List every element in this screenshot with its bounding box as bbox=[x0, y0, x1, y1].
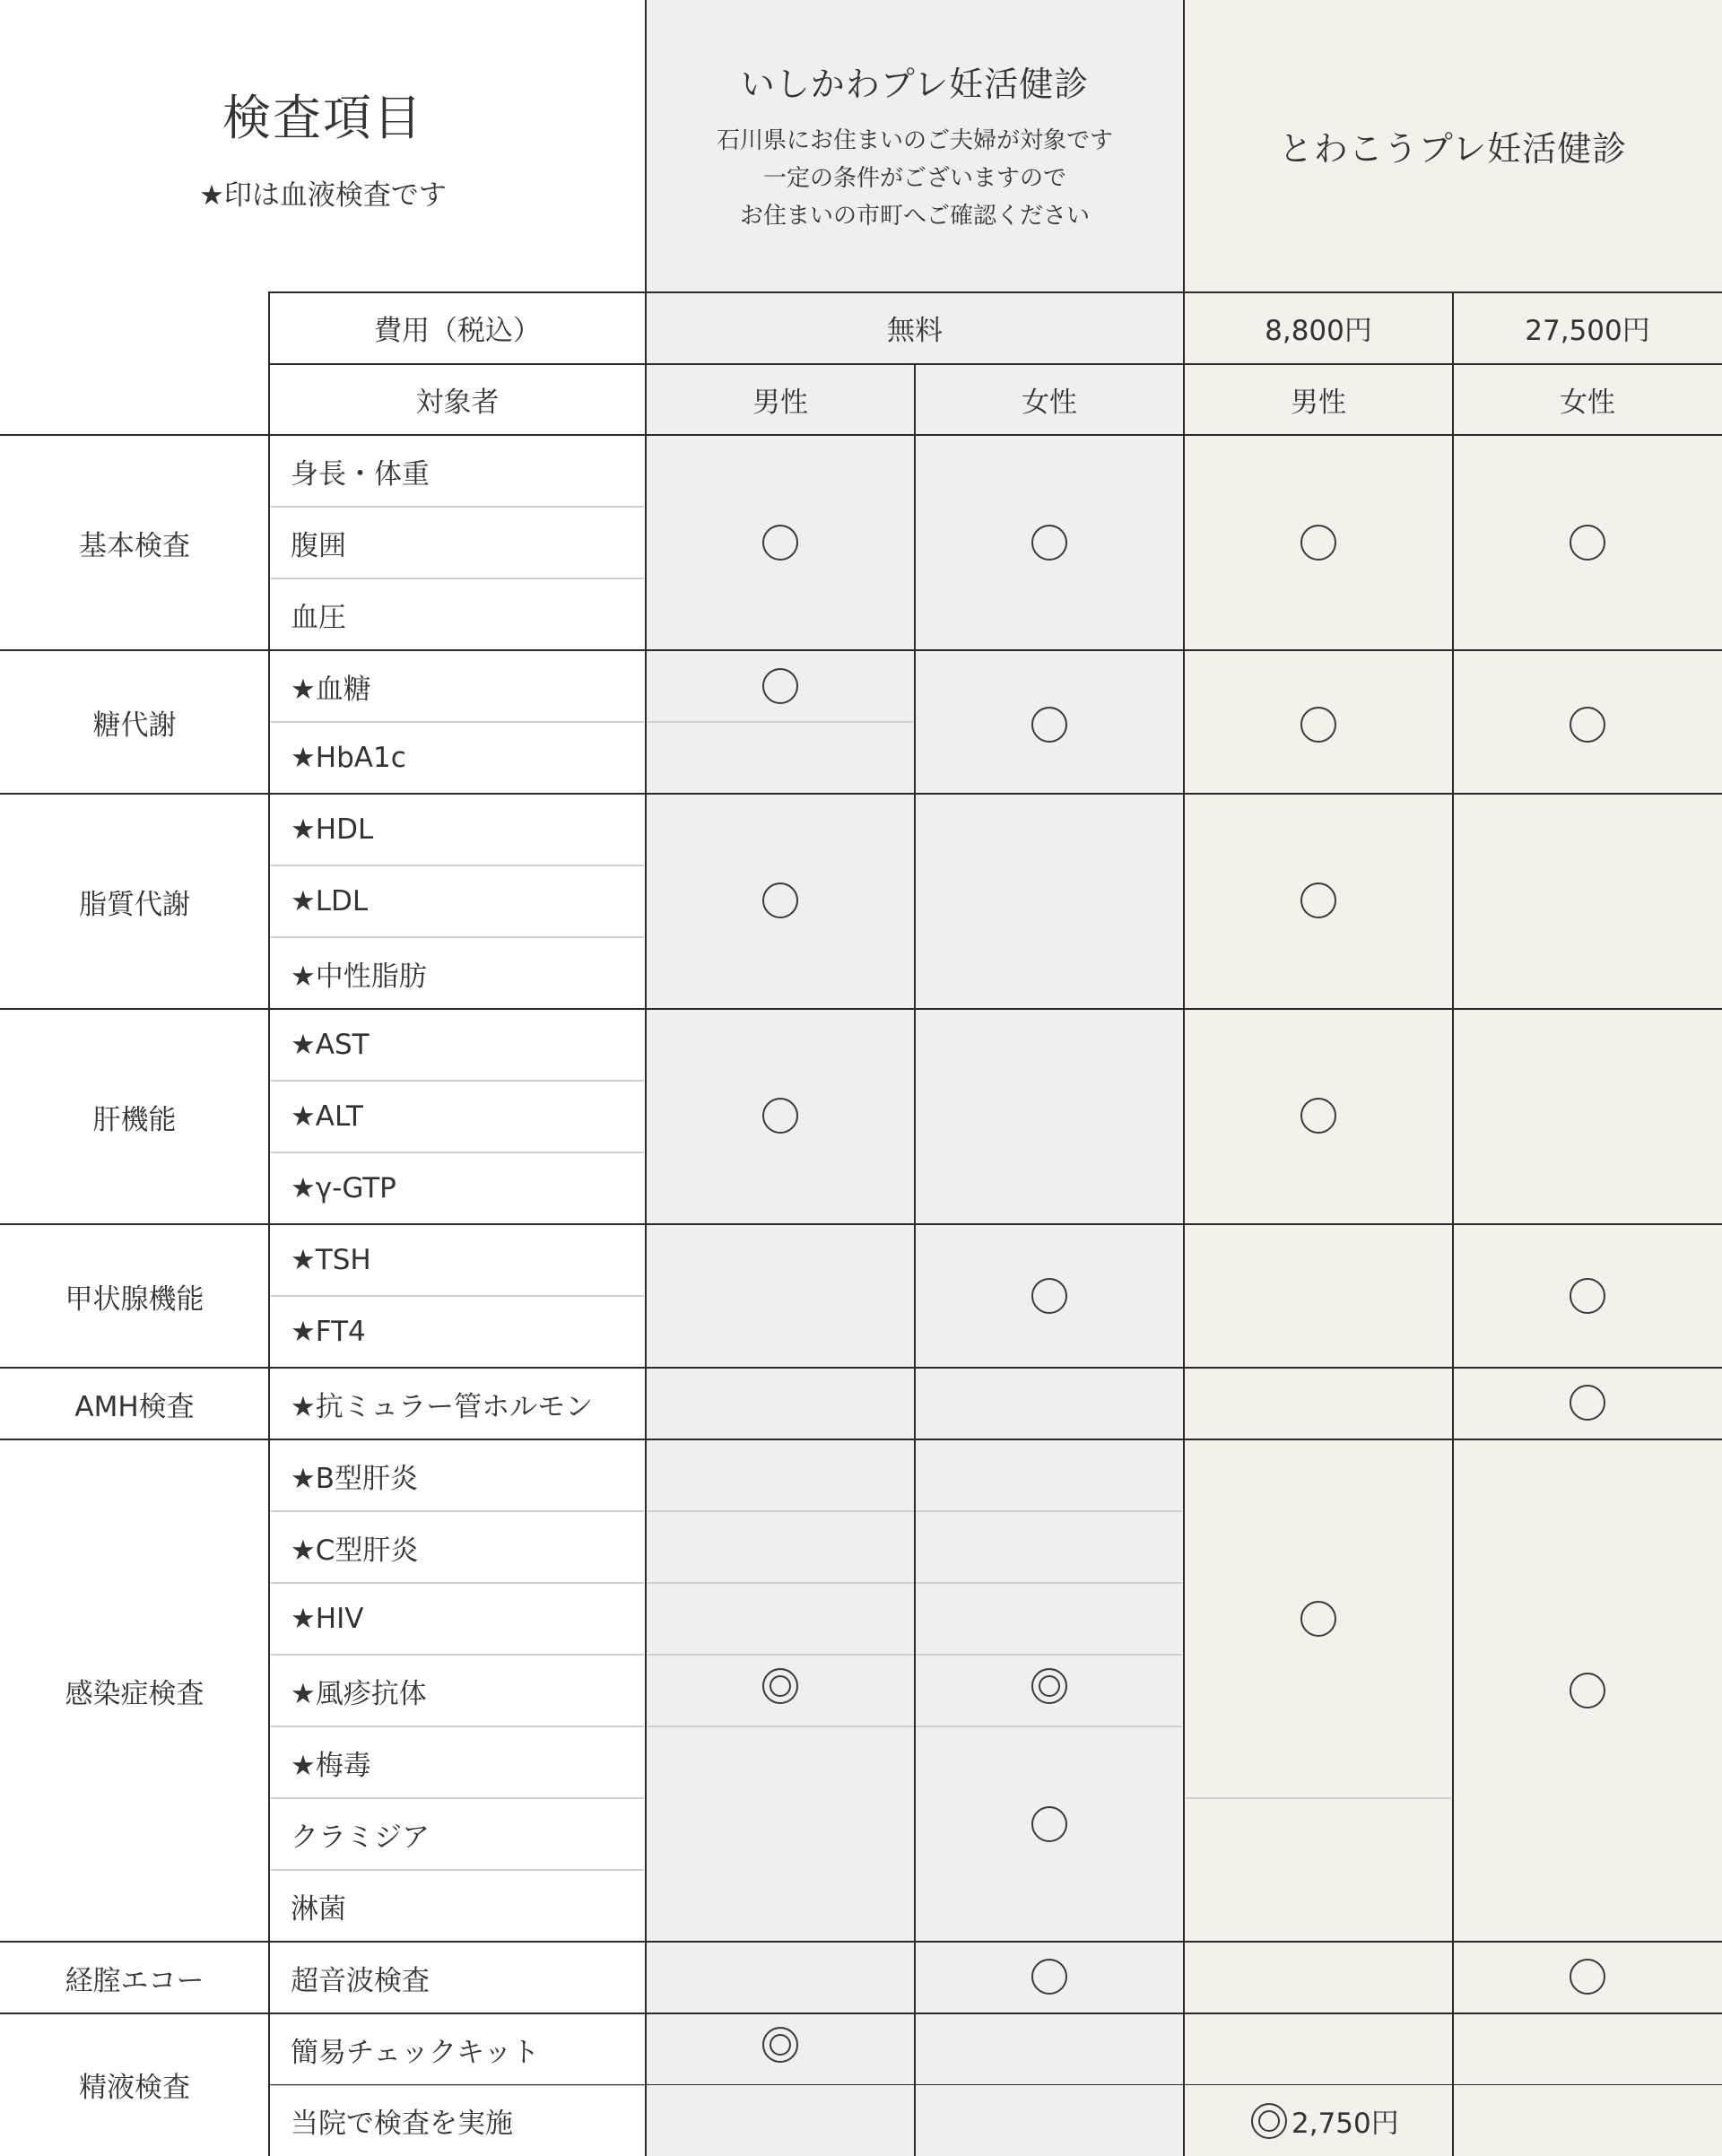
category-lipid: 脂質代謝 bbox=[79, 888, 190, 921]
item-tsh: ★TSH bbox=[291, 1244, 371, 1276]
mark-lipid-towako-male bbox=[1300, 882, 1336, 918]
mark-basic-towako-male bbox=[1300, 525, 1336, 561]
item-rubella: ★風疹抗体 bbox=[291, 1677, 427, 1710]
mark-rubella-ishikawa-male bbox=[762, 1668, 798, 1704]
item-ast: ★AST bbox=[291, 1029, 370, 1061]
mark-ultrasound-ishikawa-female bbox=[1031, 1959, 1067, 1995]
item-height-weight: 身長・体重 bbox=[291, 457, 430, 491]
category-basic: 基本検査 bbox=[79, 529, 190, 562]
item-hdl: ★HDL bbox=[291, 813, 374, 846]
target-towako-female: 女性 bbox=[1560, 386, 1615, 419]
item-hepatitis-c: ★C型肝炎 bbox=[291, 1534, 419, 1567]
target-towako-male: 男性 bbox=[1291, 386, 1346, 419]
item-gonorrhea: 淋菌 bbox=[291, 1892, 346, 1926]
item-hba1c: ★HbA1c bbox=[291, 742, 406, 774]
page-title: 検査項目 bbox=[222, 89, 423, 146]
mark-semen-kit-ishikawa-male bbox=[762, 2027, 798, 2063]
mark-amh-towako-female bbox=[1570, 1385, 1605, 1421]
item-waist: 腹囲 bbox=[291, 529, 346, 562]
page-subtitle: ★印は血液検査です bbox=[199, 178, 447, 212]
category-thyroid: 甲状腺機能 bbox=[65, 1282, 204, 1316]
item-blood-sugar: ★血糖 bbox=[291, 673, 371, 706]
mark-thyroid-towako-female bbox=[1570, 1278, 1605, 1314]
category-amh: AMH検査 bbox=[74, 1390, 195, 1423]
item-triglyceride: ★中性脂肪 bbox=[291, 960, 427, 993]
item-ultrasound: 超音波検査 bbox=[291, 1964, 430, 1997]
mark-basic-ishikawa-male bbox=[762, 525, 798, 561]
mark-glucose-towako-female bbox=[1570, 707, 1605, 743]
mark-lipid-ishikawa-male bbox=[762, 882, 798, 918]
mark-std-ishikawa-female bbox=[1031, 1806, 1067, 1842]
mark-infection-towako-female bbox=[1570, 1673, 1605, 1708]
item-syphilis: ★梅毒 bbox=[291, 1749, 371, 1782]
item-ldl: ★LDL bbox=[291, 885, 369, 917]
item-ggtp: ★γ-GTP bbox=[291, 1172, 396, 1204]
header-cell bbox=[0, 0, 646, 291]
mark-semen-clinic-towako-male bbox=[1251, 2103, 1287, 2139]
mark-thyroid-ishikawa-female bbox=[1031, 1278, 1067, 1314]
plan-ishikawa-note-3: お住まいの市町へご確認ください bbox=[739, 203, 1090, 230]
item-blood-pressure: 血圧 bbox=[291, 601, 346, 634]
mark-basic-towako-female bbox=[1570, 525, 1605, 561]
mark-rubella-ishikawa-female bbox=[1031, 1668, 1067, 1704]
plan-ishikawa-header bbox=[646, 0, 1184, 291]
fee-label: 費用（税込） bbox=[269, 291, 646, 363]
plan-towako-header bbox=[1184, 0, 1722, 291]
semen-clinic-price: 2,750円 bbox=[1292, 2108, 1399, 2140]
mark-basic-ishikawa-female bbox=[1031, 525, 1067, 561]
plan-ishikawa-note-1: 石川県にお住まいのご夫婦が対象です bbox=[716, 127, 1113, 154]
category-infection: 感染症検査 bbox=[65, 1677, 204, 1710]
item-in-clinic: 当院で検査を実施 bbox=[291, 2108, 513, 2140]
mark-liver-towako-male bbox=[1300, 1098, 1336, 1134]
fee-towako-male: 8,800円 bbox=[1265, 314, 1372, 347]
target-label: 対象者 bbox=[269, 363, 646, 435]
fee-ishikawa: 無料 bbox=[887, 314, 943, 347]
item-chlamydia: クラミジア bbox=[291, 1821, 430, 1854]
plan-towako-name: とわこうプレ妊活健診 bbox=[1278, 129, 1628, 169]
item-amh: ★抗ミュラー管ホルモン bbox=[291, 1390, 594, 1423]
fee-towako-female: 27,500円 bbox=[1525, 314, 1650, 347]
mark-glucose-ishikawa-female bbox=[1031, 707, 1067, 743]
mark-ultrasound-towako-female bbox=[1570, 1959, 1605, 1995]
plan-ishikawa-note-2: 一定の条件がございますので bbox=[762, 165, 1066, 192]
mark-liver-ishikawa-male bbox=[762, 1098, 798, 1134]
plan-ishikawa-name: いしかわプレ妊活健診 bbox=[740, 65, 1090, 104]
target-ishikawa-female: 女性 bbox=[1022, 386, 1077, 419]
category-echo: 経腟エコー bbox=[65, 1964, 204, 1997]
category-semen: 精液検査 bbox=[79, 2072, 190, 2104]
mark-glucose-towako-male bbox=[1300, 707, 1336, 743]
mark-infection-towako-male bbox=[1300, 1601, 1336, 1637]
item-hiv: ★HIV bbox=[291, 1603, 364, 1635]
mark-bloodsugar-ishikawa-male bbox=[762, 668, 798, 704]
item-hepatitis-b: ★B型肝炎 bbox=[291, 1462, 419, 1495]
category-liver: 肝機能 bbox=[92, 1103, 177, 1136]
item-alt: ★ALT bbox=[291, 1100, 363, 1133]
item-ft4: ★FT4 bbox=[291, 1316, 366, 1348]
target-ishikawa-male: 男性 bbox=[752, 386, 808, 419]
category-glucose: 糖代謝 bbox=[92, 709, 177, 742]
item-simple-kit: 簡易チェックキット bbox=[291, 2036, 540, 2069]
